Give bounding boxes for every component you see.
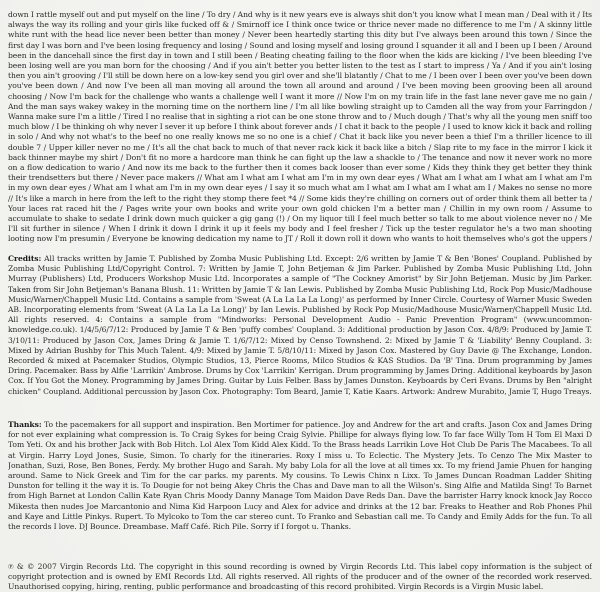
credits-section bbox=[8, 254, 592, 409]
thanks-heading: Thanks: bbox=[8, 420, 45, 429]
credits-text: All tracks written by Jamie T. Published by Zomba Music Publishing Ltd. Except: 2/6 written by Jamie T & Ben 'Bones' Coupland. Published by Zomba Music Publishing Ltd/Copyright Control. 7: Written by Jamie T, John Betjeman & Jim Parker. Published by Zomba Music Publishing Ltd, John Murray (Publishers) Ltd, Producers Workshop Music Ltd. Incorporates a sample of "The Cockney Amorist" by Sir John Betjeman. Music by Jim Parker. Taken from Sir John Betjeman's Banana Blush. 11: Written by Jamie T & Ian Lewis. Published by Zomba Music Publishing Ltd, Rock Pop Music/Madhouse Music/Warner/Chappell Music Ltd. Contains a sample from 'Sweat (A La La La La Long)' as performed by Inner Circle. Courtesy of Warner Music Sweden AB. Incorporating elements from 'Sweat (A La La La La Long)' by Ian Lewis. Published by Rock Pop Music/Madhouse Music/Warner/Chappell Music Ltd. All rights reserved. 4: Contains a sample from "Mindworks: Personal Development Audio - Panic Prevention Program" (www.uncommon-knowledge.co.uk). 1/4/5/6/7/12: Produced by Jamie T & Ben 'puffy combes' Coupland. 3: Additional production by Jason Cox. 4/8/9: Produced by Jamie T. 3/10/11: Produced by Jason Cox, James Dring & Jamie T. 1/6/7/12: Mixed by Censo Townshend. 2: Mixed by Jamie T & 'Liability' Benny Coupland. 3: Mixed by Adrian Bushby for This Much Talent. 4/9: Mixed by Jamie T. 5/8/10/11: Mixed by Jason Cox. Mastered by Guy Davie @ The Exchange, London. Recorded & mixed at Pacemaker Studios, Olympic Studios, 13, Pierce Rooms, Milco Studios & KAS Studios. Da 'B' Tina. Drum programming by James Dring. Pacemaker. Bass by Alfie 'Larrikin' Ambrose. Drums by Cox 'Larrikin' Kerrigan. Drum programming by James Dring. Additional keyboards by Jason Cox. If You Got the Money. Programming by James Dring. Guitar by Luis Felber. Bass by James Dunston. Keyboards by Ceri Evans. Drums by Ben "alright chicken" Coupland. Additional percussion by Jason Cox. Photography: Tom Beard, Jamie T, Katie Kaars. Artwork: Andrew Murabito, Jamie T, Hugo Treays. bbox=[8, 254, 592, 396]
credits-heading: Credits: bbox=[8, 254, 45, 263]
copyright-notice: ℗ & © 2007 Virgin Records Ltd. The copyright in this sound recording is owned by Virgin Records Ltd. This label copy information is the subject of copyright protection and is owned by EMI Records Ltd. All rights reserved. All rights of the producer and of the owner of the recorded work reserved. Unauthorised copying, hiring, renting, public performance and broadcasting of this record prohibited. Virgin Records is a Virgin Music label. bbox=[8, 562, 592, 592]
thanks-section bbox=[8, 420, 592, 553]
lyrics-text: down I rattle myself out and put myself on the line / To dry / And why is it new years eve is always shit don't you know what I mean man / Deal with it / Its always the way its rolling and your girls like fucked off & / Smirnoff ice I think once twice or thrice never made no difference to me I'm / A skinny little white runt with the head lice never been better than money / Never been heartedly starting this dity but I've always been around this town / Since the first day I was born and I've been losing frequency and losing / Sound and losing myself and losing ground I squander it all and I been up I been / Around been in the dancehall since the first day in town and I still been / Beating cheating failing to the floor when the kids are kicking / I've been bleeding I've been losing well are you man born for the choosing / And if you ain't better you better listen to the test as I start to impress / Ya / And if you ain't losing then you ain't grooving / I'll still be down here on a low-key send you girl over and she'll blatantly / Chat to me / I been over I been over you've been down you've been down / And now I've been all man moving all around the town all around and around / I've been moving been grooving been all around choosing / Now I'm back for the challenge who wants a challenge well I want it more // Now I'm on my train life in the fast lane never gave me no gain / And the man says wakey wakey in the morning time on the northern line / I'm all like bowling straight up to Camden all the way from your Farringdon / Wanna make sure I'm a little / Tired I no realise that in sighting a riot can be one stone throw and to / Much dough / That's why all the young men sniff too much blow / I be thinking oh why never I sever it up before I think about forever ands / I chat it back to the people / I used to know kick it back and rolling in solo / And why not what's to the beef no one really knows me so no one is a chief / Chat it back like you never been a thief I'm a thriller licence to ill double 7 / Upper killer never no me / It's all the chat back to much of that never rack kick it back like a bitch / Slap rite to my face in the mirror I kick it back thinner maybe my shirt / Don't fit no more a hardcore man think he can fight up the law a shackle to / The tenance and now it never work no more on a flow dedication to wario / And now its me back to the further then it comes back looser than ever some / Kids they think they get better they think their trendsetters but there / Never pace makers // What am I what am I what am I'm in my own dear eyes / What am I what am I what am I what am I'm in my own dear eyes / What am I what am I'm in my own dear eyes / I say it so much what am I what am I what am I what am I / Makes no sense no more // It's like a march in here from the left to the right they stomp there feet *4 // Some kids they're chilling on corners out of order think them all better ta / Your laces rat raced hit the / Pages write your own books and write your own gold chicken I'm a better man / Chillin in my own room / Assume to accumulate to shake to sedate I drink down much quicker a gig gang (!) / On my liquor till I feel much better so talk to me about violence never no / Me I'll sit further in silence / When I drink it down I drink it up it feels my body and I feel fresher / Tick up the tester regulator he's a two man shooting looting now I'm presumin / Everyone be knowing dedication my name to JT / Roll it down roll it down who wants to hoit themselves who's got the uppers / bbox=[8, 10, 592, 243]
thanks-text: To the pacemakers for all support and inspiration. Ben Mortimer for patience. Joy and Andrew for the art and crafts. Jason Cox and James Dring for not ever explaining what compression is. To Craig Sykes for being Craig Sylvie. Phillipe for always flying low. To far face Willy Tom H Tom El Maxi D Tom Yeti. Ox and his brother Jack with Bob Hitch. Lol Alex Tom Kidd Alex Kidd. To the Brass heads Larrikin Love Hot Club De Paris The Macabees. To all at Virgin. Harry Loyd Jones, Susie, Simon. To charly for the itineraries. Roxy I miss u. To Eclectic. The Mystery Jets. To Cenzo The Mix Master to Jonathan, Suzi, Rose, Ben Bones, Ferdy. My brother Hugo and Sarah. My baby Lola for all the love at all times xx. To my friend Jamie Phuen for hanging around. Same to Nick Greek and Tim for the car parks. my parents. My cousins. To Lewis Chinx n Lixx. To James Duncan Roadman Ladder Shiting Dunston for telling it the way it is. To Dougie for not being Akey Chris the Chas and Dave man to all the Wilson's. Sing Alfie and Matilda Sing! To Barnet from High Barnet at London Callin Kate Ryan Chris Moody Danny Manage Tom Maidon Dave Reds Dan. Dave the barrister Harry knock knock Jay Rocco Mikesta then nudes Joe Marcantonio and Nima Kid Harpoon Lucy and Alex for advice and drinks at the 12 bar. Freaks to Heather and Rob Phones Phil and Kaye and Little Pinkys. Rupert. To Mylcoko to Tom the car stereo cunt. To Franko and Sebastian call me. To Candy and Emily Adds for the fun. To all the records I love. DJ Bounce. Dreambase. Maff Café. Rich Pile. Sorry if I forgot u. Thanks. bbox=[8, 420, 592, 532]
